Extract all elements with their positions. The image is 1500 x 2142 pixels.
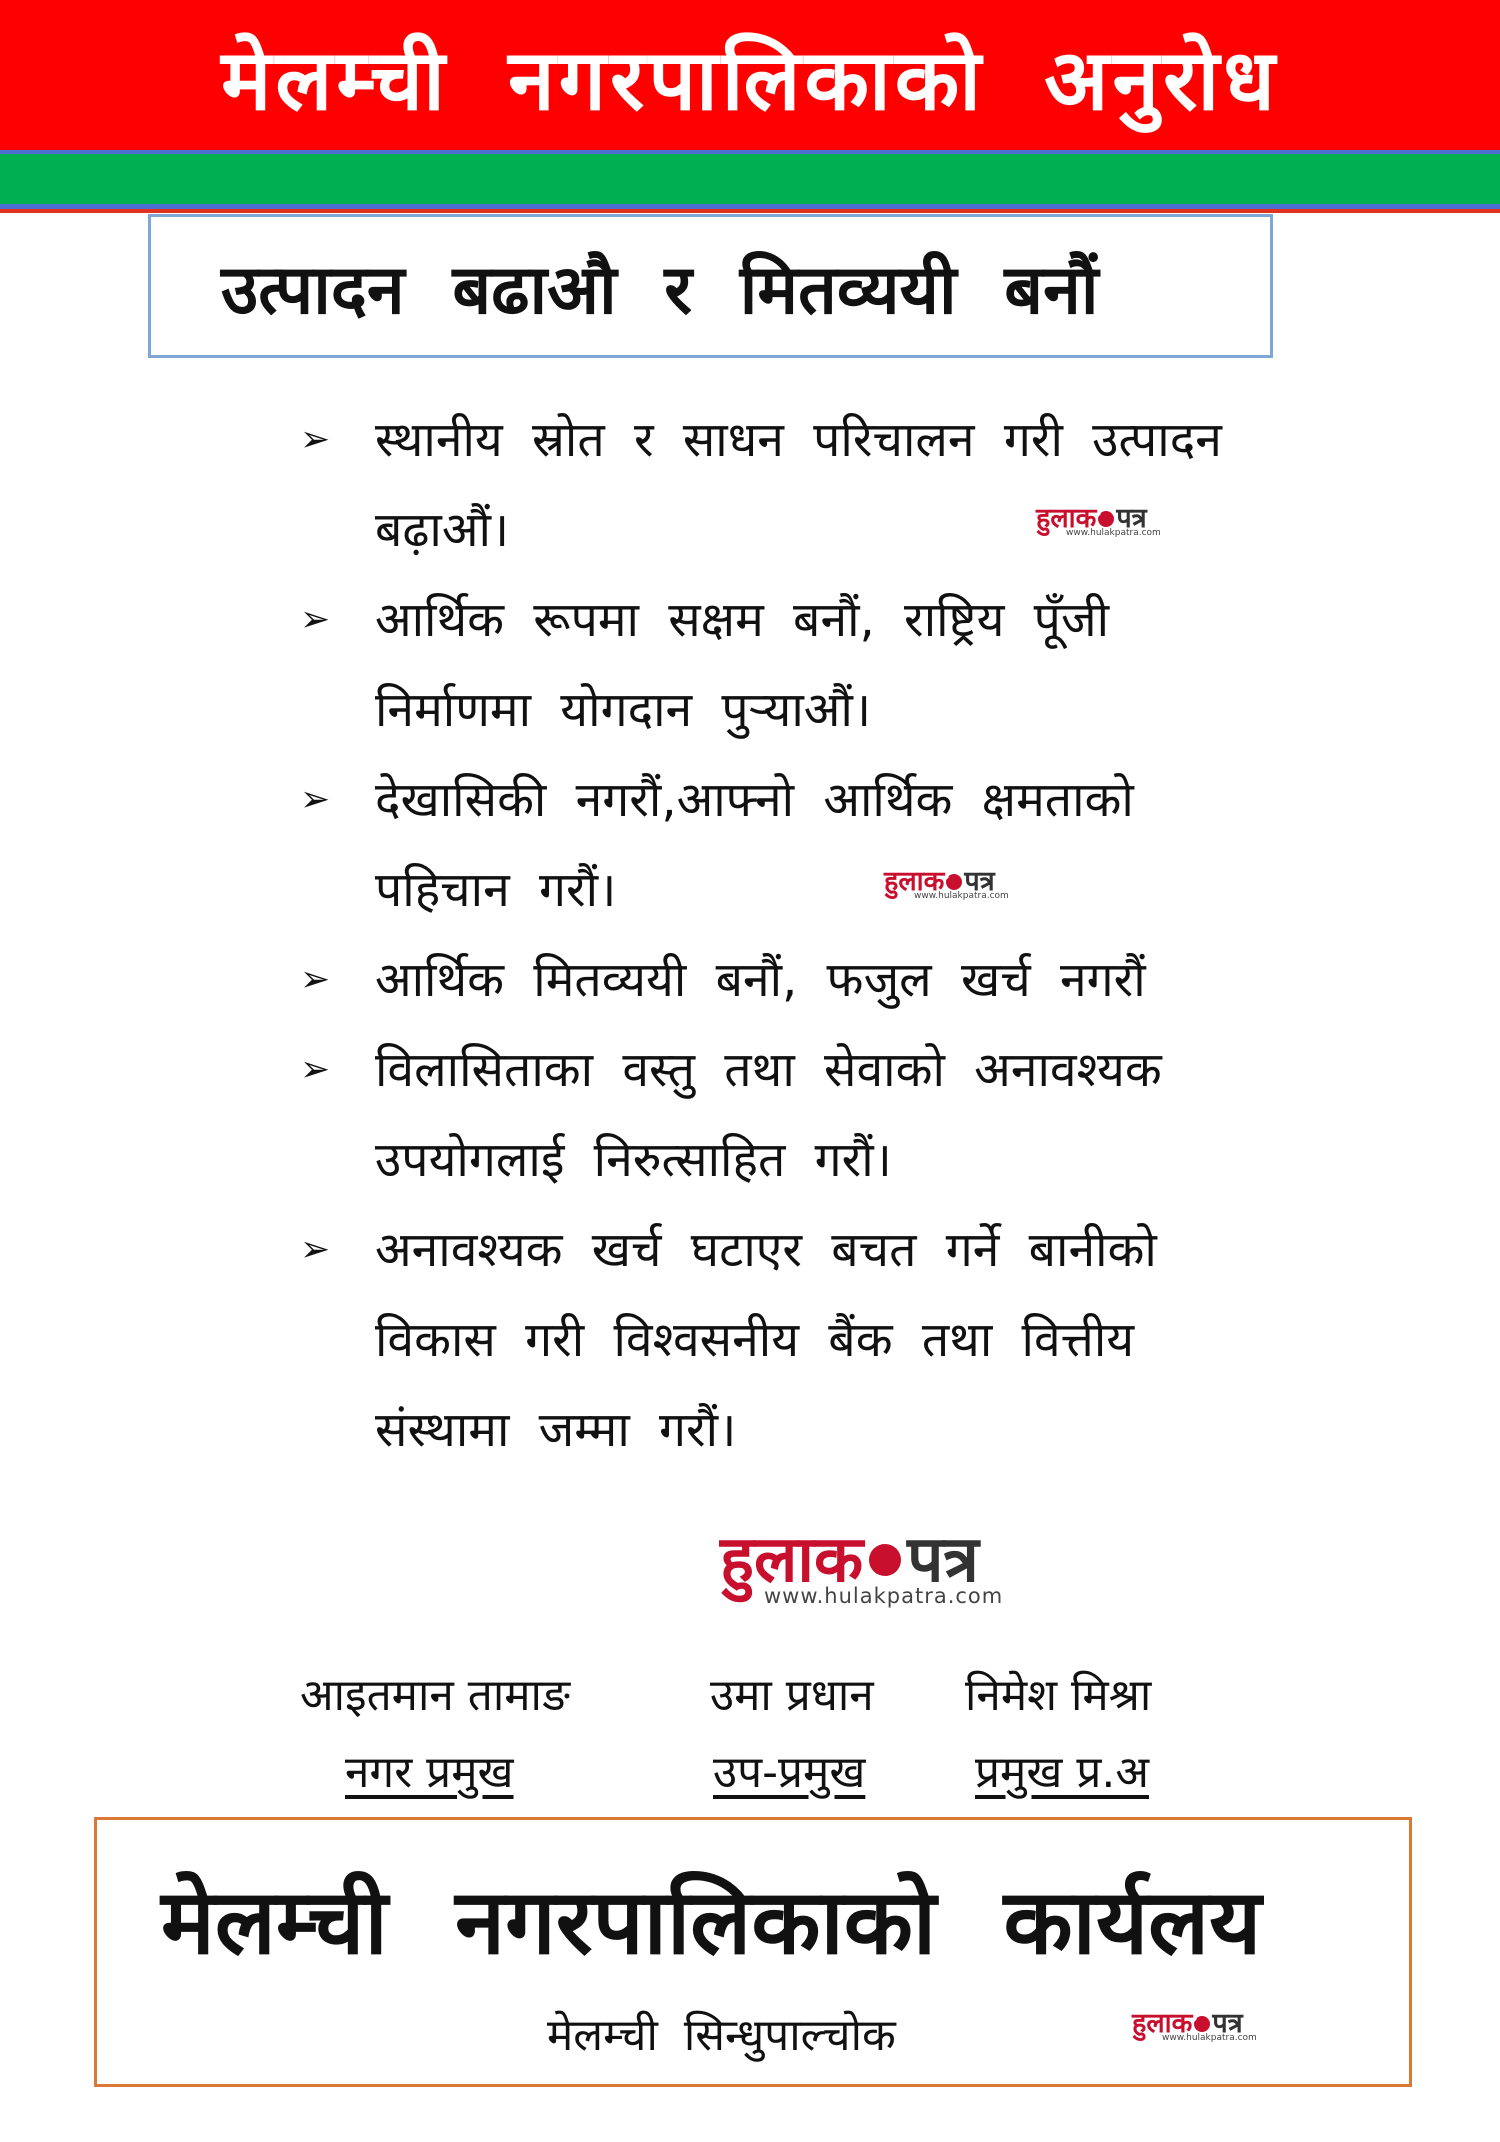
signatory-title: प्रमुख प्र.अ: [975, 1747, 1149, 1798]
arrow-bullet-icon: ➢: [300, 1049, 331, 1090]
signatory-name: उमा प्रधान: [710, 1670, 874, 1721]
header-green-stripe: [0, 154, 1500, 204]
arrow-bullet-icon: ➢: [300, 599, 331, 640]
signatory-names: [300, 1663, 1220, 1723]
paper-plane-icon: [1194, 2016, 1210, 2032]
signatory-titles: [345, 1740, 1265, 1800]
slogan-text: उत्पादन बढाऔ र मितव्ययी बनौं: [221, 250, 1099, 330]
list-item: [300, 1205, 1300, 1475]
arrow-bullet-icon: ➢: [300, 1229, 331, 1270]
footer-subtitle: मेलम्ची सिन्धुपाल्चोक: [547, 2010, 896, 2061]
footer-title: मेलम्ची नगरपालिकाको कार्यलय: [161, 1870, 1262, 1975]
paper-plane-icon: [1098, 511, 1114, 527]
point-text: अनावश्यक खर्च घटाएर बचत गर्ने बानीको विकास गरी विश्वसनीय बैंक तथा वित्तीय संस्थामा जम्मा गरौं।: [375, 1222, 1157, 1458]
header-banner: [0, 0, 1500, 152]
signatory-title: नगर प्रमुख: [345, 1747, 514, 1798]
points-list: [300, 395, 1300, 1475]
list-item: [300, 935, 1300, 1025]
footer-box: [94, 1817, 1412, 2087]
hulakpatra-logo: हुलाक पत्र www.hulakpatra.com: [1036, 503, 1161, 538]
hulakpatra-logo: हुलाक पत्र www.hulakpatra.com: [884, 866, 1009, 901]
list-item: [300, 395, 1300, 575]
signatory-title: उप-प्रमुख: [713, 1747, 866, 1798]
point-text: देखासिकी नगरौं,आफ्नो आर्थिक क्षमताको पहिचान गरौं।: [375, 772, 1134, 918]
paper-plane-icon: [946, 874, 962, 890]
signatory-name: आइतमान तामाङ: [300, 1670, 570, 1721]
point-text: विलासिताका वस्तु तथा सेवाको अनावश्यक उपयोगलाई निरुत्साहित गरौं।: [375, 1042, 1162, 1188]
list-item: [300, 1025, 1300, 1205]
list-item: [300, 575, 1300, 755]
point-text: स्थानीय स्रोत र साधन परिचालन गरी उत्पादन बढ़ाऔं।: [375, 412, 1222, 558]
point-text: आर्थिक मितव्ययी बनौं, फजुल खर्च नगरौं: [375, 952, 1146, 1008]
paper-plane-icon: [869, 1544, 901, 1576]
point-text: आर्थिक रूपमा सक्षम बनौं, राष्ट्रिय पूँजी निर्माणमा योगदान पुर्‍याऔं।: [375, 592, 1109, 738]
arrow-bullet-icon: ➢: [300, 419, 331, 460]
hulakpatra-logo: हुलाक पत्र www.hulakpatra.com: [1132, 2008, 1257, 2043]
arrow-bullet-icon: ➢: [300, 779, 331, 820]
slogan-box: [148, 214, 1273, 358]
hulakpatra-logo-large: हुलाक पत्र www.hulakpatra.com: [720, 1523, 1004, 1608]
header-divider-red: [0, 209, 1500, 213]
arrow-bullet-icon: ➢: [300, 959, 331, 1000]
list-item: [300, 755, 1300, 935]
header-title: मेलम्ची नगरपालिकाको अनुरोध: [221, 30, 1279, 129]
signatory-name: निमेश मिश्रा: [965, 1670, 1152, 1721]
